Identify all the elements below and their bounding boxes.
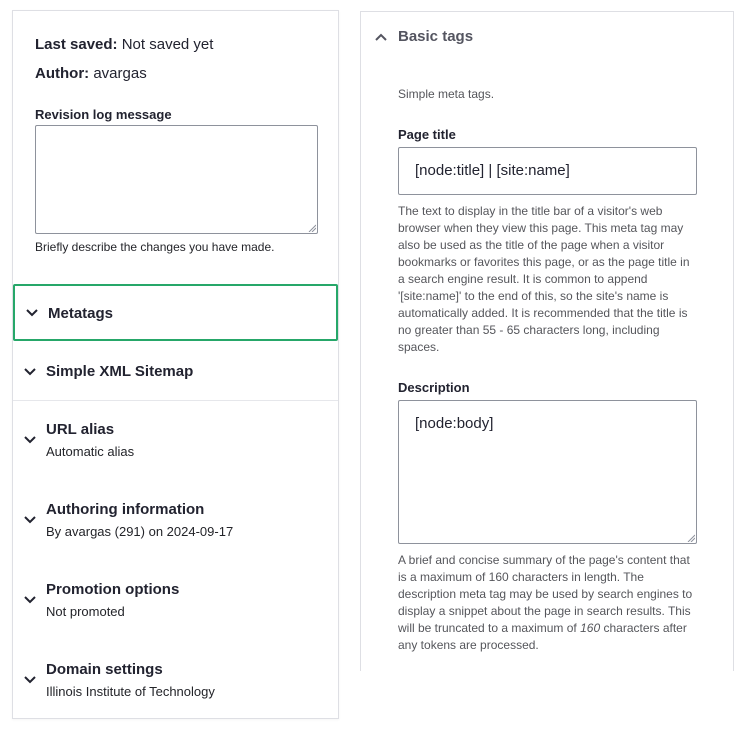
accordion-title: Authoring information <box>46 501 205 518</box>
basic-tags-title: Basic tags <box>398 28 474 45</box>
last-saved-value: Not saved yet <box>121 36 214 53</box>
accordion-title: URL alias <box>46 421 115 438</box>
accordion-promotion-options[interactable] <box>13 571 338 641</box>
accordion-metatags[interactable] <box>13 284 338 341</box>
last-saved-label: Last saved: <box>35 36 118 53</box>
accordion-summary: Not promoted <box>46 604 125 619</box>
accordion-title: Simple XML Sitemap <box>46 363 194 380</box>
accordion-summary: By avargas (291) on 2024-09-17 <box>46 524 234 539</box>
author <box>35 65 147 82</box>
basic-tags-description: Simple meta tags. <box>398 87 495 101</box>
accordion-domain-settings[interactable] <box>13 651 338 719</box>
resize-handle-icon[interactable] <box>687 534 695 542</box>
chevron-down-icon <box>25 308 39 318</box>
description-help-tail: characters after any tokens are processed. <box>398 621 687 652</box>
page-title-value: [node:title] | [site:name] <box>415 162 570 179</box>
description-help-text: A brief and concise summary of the page's content that is a maximum of 160 characters in length. The description meta tag may be used by search engines to display a snippet about the page in search results. This will be truncated to a maximum of <box>398 553 693 635</box>
chevron-down-icon <box>23 515 37 525</box>
chevron-down-icon <box>23 595 37 605</box>
accordion-title: Promotion options <box>46 581 180 598</box>
accordion-url-alias[interactable] <box>13 411 338 481</box>
author-label: Author: <box>35 65 90 82</box>
chevron-up-icon <box>374 32 388 42</box>
page-title-label: Page title <box>398 127 456 142</box>
chevron-down-icon <box>23 367 37 377</box>
last-saved <box>35 36 213 53</box>
revision-log-help: Briefly describe the changes you have made. <box>35 240 275 254</box>
description-help <box>398 552 698 654</box>
basic-tags-toggle[interactable] <box>361 12 733 62</box>
accordion-summary: Automatic alias <box>46 444 135 459</box>
accordion-simple-xml-sitemap[interactable] <box>13 343 338 399</box>
resize-handle-icon[interactable] <box>308 224 316 232</box>
description-value: [node:body] <box>415 415 494 432</box>
description-label: Description <box>398 380 470 395</box>
sidebar-panel <box>12 10 339 719</box>
description-help-limit: 160 <box>580 621 601 635</box>
accordion-title: Domain settings <box>46 661 163 678</box>
accordion-title: Metatags <box>48 305 114 322</box>
divider <box>13 400 338 401</box>
chevron-down-icon <box>23 675 37 685</box>
accordion-authoring-information[interactable] <box>13 491 338 561</box>
revision-log-textarea[interactable] <box>35 125 318 234</box>
chevron-down-icon <box>23 435 37 445</box>
page-title-help: The text to display in the title bar of a visitor's web browser when they view this page. This meta tag may also be used as the title of the page when a visitor bookmarks or favorites this page, or as the page title in a search engine result. It is common to append '[site:name]' to the end of this, so the site's name is automatically added. It is recommended that the title is no greater than 55 - 65 characters long, including spaces. <box>398 204 690 354</box>
accordion-summary: Illinois Institute of Technology <box>46 684 215 699</box>
description-textarea[interactable] <box>398 400 697 544</box>
metatags-panel <box>360 11 734 671</box>
author-value: avargas <box>93 65 147 82</box>
revision-log-label: Revision log message <box>35 107 172 122</box>
page-title-input[interactable] <box>398 147 697 195</box>
